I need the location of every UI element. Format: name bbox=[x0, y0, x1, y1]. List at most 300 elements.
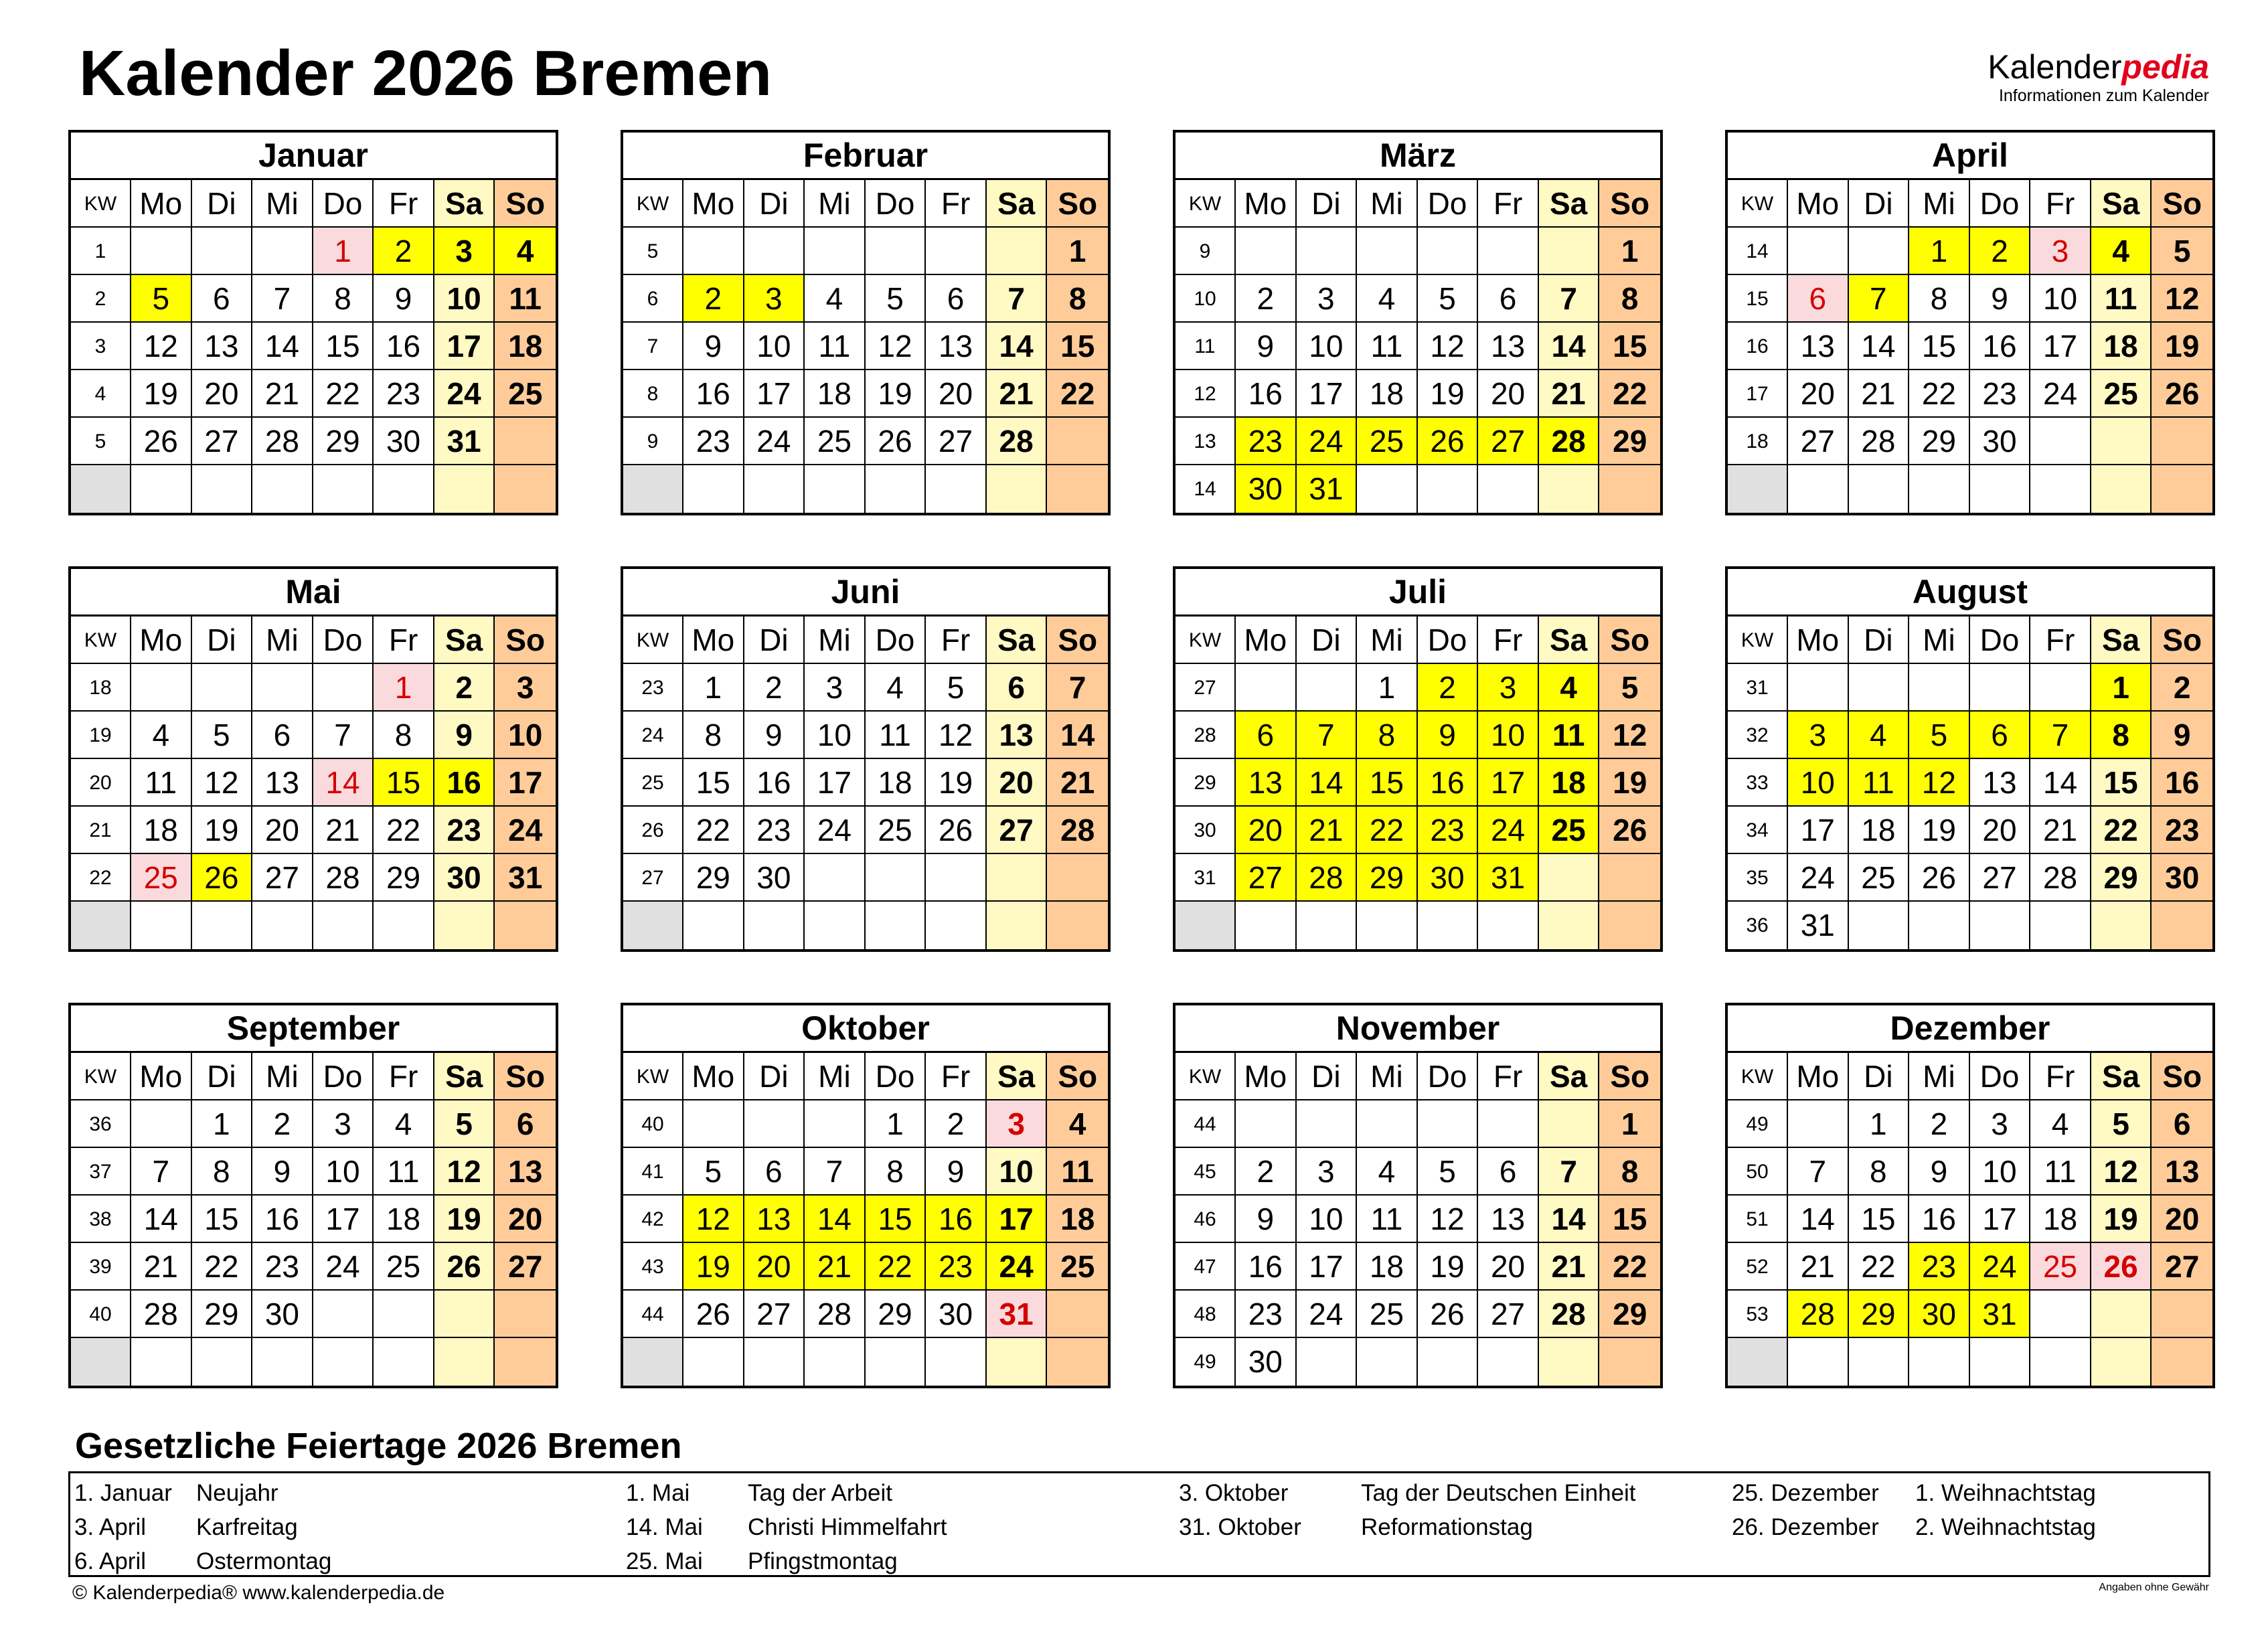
weekday-header: Sa bbox=[2091, 180, 2152, 228]
day-cell: 12 bbox=[1418, 1196, 1479, 1243]
day-cell bbox=[1297, 664, 1358, 712]
day-cell bbox=[1478, 465, 1539, 513]
week-number: 43 bbox=[623, 1243, 683, 1291]
day-cell bbox=[1418, 465, 1479, 513]
day-cell: 14 bbox=[2030, 759, 2091, 807]
weekday-header: Do bbox=[313, 180, 374, 228]
day-cell: 10 bbox=[313, 1148, 374, 1196]
week-number: 29 bbox=[1176, 759, 1236, 807]
day-cell bbox=[374, 1291, 434, 1338]
day-cell: 10 bbox=[1297, 1196, 1358, 1243]
day-cell: 7 bbox=[1539, 275, 1600, 323]
week-header: KW bbox=[1728, 616, 1788, 664]
weekday-header: Sa bbox=[2091, 616, 2152, 664]
day-cell: 29 bbox=[1599, 1291, 1660, 1338]
day-cell bbox=[744, 1100, 805, 1148]
weekday-header: Di bbox=[1849, 616, 1910, 664]
day-cell: 3 bbox=[313, 1100, 374, 1148]
day-cell: 6 bbox=[1236, 712, 1297, 759]
day-cell: 11 bbox=[1357, 323, 1418, 370]
weekday-header: Fr bbox=[374, 180, 434, 228]
day-cell: 28 bbox=[1539, 1291, 1600, 1338]
month-name: Juni bbox=[623, 569, 1108, 616]
day-cell bbox=[1297, 1338, 1358, 1386]
day-cell: 8 bbox=[1599, 1148, 1660, 1196]
month-name: April bbox=[1728, 133, 2212, 180]
week-number: 24 bbox=[623, 712, 683, 759]
day-cell: 28 bbox=[1047, 807, 1108, 854]
day-cell: 26 bbox=[1909, 854, 1970, 902]
day-cell bbox=[2030, 1291, 2091, 1338]
weekday-header: So bbox=[2152, 180, 2212, 228]
day-cell: 7 bbox=[1788, 1148, 1849, 1196]
day-cell: 23 bbox=[1970, 370, 2031, 418]
day-cell: 5 bbox=[1418, 1148, 1479, 1196]
weekday-header: Mi bbox=[1357, 616, 1418, 664]
day-cell: 27 bbox=[192, 418, 253, 465]
day-cell: 18 bbox=[1357, 1243, 1418, 1291]
month-name: Juli bbox=[1176, 569, 1660, 616]
day-cell bbox=[192, 228, 253, 275]
day-cell: 5 bbox=[926, 664, 987, 712]
weekday-header: Do bbox=[866, 616, 926, 664]
day-cell: 25 bbox=[495, 370, 556, 418]
weekday-header: Di bbox=[744, 180, 805, 228]
day-cell: 25 bbox=[1357, 1291, 1418, 1338]
day-cell: 20 bbox=[1478, 370, 1539, 418]
day-cell: 9 bbox=[926, 1148, 987, 1196]
day-cell bbox=[744, 902, 805, 949]
day-cell: 1 bbox=[374, 664, 434, 712]
weekday-header: Sa bbox=[987, 1053, 1048, 1100]
day-cell: 17 bbox=[1788, 807, 1849, 854]
day-cell: 10 bbox=[744, 323, 805, 370]
day-cell: 6 bbox=[495, 1100, 556, 1148]
day-cell: 22 bbox=[1599, 370, 1660, 418]
day-cell bbox=[495, 418, 556, 465]
day-cell bbox=[1909, 1338, 1970, 1386]
week-number: 4 bbox=[71, 370, 131, 418]
day-cell bbox=[495, 1291, 556, 1338]
week-header: KW bbox=[71, 180, 131, 228]
day-cell bbox=[926, 465, 987, 513]
day-cell: 15 bbox=[1849, 1196, 1910, 1243]
day-cell: 15 bbox=[192, 1196, 253, 1243]
day-cell: 12 bbox=[1599, 712, 1660, 759]
weekday-header: Mi bbox=[1357, 1053, 1418, 1100]
day-cell bbox=[192, 664, 253, 712]
day-cell: 23 bbox=[434, 807, 495, 854]
logo-accent-text: pedia bbox=[2121, 48, 2209, 86]
day-cell: 19 bbox=[1418, 1243, 1479, 1291]
day-cell: 20 bbox=[252, 807, 313, 854]
month-3 bbox=[1725, 130, 2215, 515]
weekday-header: Mo bbox=[1236, 1053, 1297, 1100]
week-header: KW bbox=[623, 180, 683, 228]
day-cell bbox=[252, 465, 313, 513]
day-cell: 30 bbox=[374, 418, 434, 465]
day-cell bbox=[131, 902, 192, 949]
weekday-header: Fr bbox=[926, 180, 987, 228]
weekday-header: Di bbox=[192, 616, 253, 664]
week-number: 5 bbox=[71, 418, 131, 465]
day-cell bbox=[1357, 1338, 1418, 1386]
week-number bbox=[71, 1338, 131, 1386]
day-cell: 13 bbox=[1478, 323, 1539, 370]
day-cell bbox=[2091, 418, 2152, 465]
weekday-header: So bbox=[2152, 1053, 2212, 1100]
holiday-date: 14. Mai bbox=[626, 1514, 703, 1540]
weekday-header: Mi bbox=[805, 180, 866, 228]
week-number: 22 bbox=[71, 854, 131, 902]
day-cell: 24 bbox=[434, 370, 495, 418]
day-cell: 30 bbox=[252, 1291, 313, 1338]
day-cell bbox=[1236, 1100, 1297, 1148]
week-number: 35 bbox=[1728, 854, 1788, 902]
day-cell bbox=[313, 1338, 374, 1386]
day-cell: 3 bbox=[1788, 712, 1849, 759]
day-cell bbox=[683, 1100, 744, 1148]
week-number: 37 bbox=[71, 1148, 131, 1196]
day-cell: 28 bbox=[1788, 1291, 1849, 1338]
holiday-title: Gesetzliche Feiertage 2026 Bremen bbox=[75, 1426, 682, 1466]
month-table bbox=[1728, 616, 2212, 949]
weekday-header: Fr bbox=[2030, 180, 2091, 228]
week-number: 26 bbox=[623, 807, 683, 854]
day-cell: 15 bbox=[1599, 1196, 1660, 1243]
day-cell bbox=[1236, 902, 1297, 949]
day-cell bbox=[1357, 465, 1418, 513]
day-cell: 5 bbox=[434, 1100, 495, 1148]
day-cell: 3 bbox=[1297, 1148, 1358, 1196]
day-cell: 30 bbox=[744, 854, 805, 902]
day-cell: 21 bbox=[1047, 759, 1108, 807]
day-cell bbox=[1047, 418, 1108, 465]
day-cell bbox=[1047, 854, 1108, 902]
day-cell: 1 bbox=[1909, 228, 1970, 275]
day-cell: 22 bbox=[866, 1243, 926, 1291]
week-number: 33 bbox=[1728, 759, 1788, 807]
day-cell: 7 bbox=[1047, 664, 1108, 712]
week-number bbox=[623, 902, 683, 949]
day-cell: 7 bbox=[313, 712, 374, 759]
day-cell: 10 bbox=[805, 712, 866, 759]
day-cell: 5 bbox=[2091, 1100, 2152, 1148]
month-7 bbox=[1725, 566, 2215, 952]
holiday-row bbox=[1179, 1476, 1714, 1510]
week-number: 25 bbox=[623, 759, 683, 807]
day-cell: 27 bbox=[987, 807, 1048, 854]
holiday-row bbox=[626, 1510, 1161, 1544]
day-cell: 5 bbox=[1909, 712, 1970, 759]
day-cell: 25 bbox=[866, 807, 926, 854]
weekday-header: Fr bbox=[926, 1053, 987, 1100]
day-cell bbox=[1478, 1100, 1539, 1148]
day-cell: 1 bbox=[1047, 228, 1108, 275]
day-cell bbox=[1418, 1338, 1479, 1386]
day-cell bbox=[374, 465, 434, 513]
day-cell: 23 bbox=[1236, 418, 1297, 465]
day-cell: 29 bbox=[866, 1291, 926, 1338]
holiday-row bbox=[626, 1544, 1161, 1578]
day-cell: 24 bbox=[1788, 854, 1849, 902]
day-cell: 23 bbox=[374, 370, 434, 418]
day-cell: 31 bbox=[434, 418, 495, 465]
holiday-column bbox=[626, 1476, 1161, 1578]
day-cell: 7 bbox=[2030, 712, 2091, 759]
weekday-header: Do bbox=[1418, 616, 1479, 664]
weekday-header: Mi bbox=[1909, 180, 1970, 228]
day-cell: 23 bbox=[1236, 1291, 1297, 1338]
day-cell: 23 bbox=[683, 418, 744, 465]
month-table bbox=[71, 616, 556, 949]
day-cell bbox=[1539, 1338, 1600, 1386]
weekday-header: Do bbox=[1970, 616, 2031, 664]
day-cell: 29 bbox=[313, 418, 374, 465]
day-cell: 13 bbox=[1478, 1196, 1539, 1243]
weekday-header: Fr bbox=[1478, 1053, 1539, 1100]
day-cell: 1 bbox=[313, 228, 374, 275]
week-number: 7 bbox=[623, 323, 683, 370]
day-cell: 11 bbox=[495, 275, 556, 323]
week-number: 48 bbox=[1176, 1291, 1236, 1338]
weekday-header: Sa bbox=[1539, 1053, 1600, 1100]
day-cell bbox=[1236, 664, 1297, 712]
day-cell bbox=[1788, 1100, 1849, 1148]
month-table bbox=[1728, 180, 2212, 513]
weekday-header: Do bbox=[1418, 1053, 1479, 1100]
day-cell: 26 bbox=[192, 854, 253, 902]
day-cell: 20 bbox=[192, 370, 253, 418]
day-cell bbox=[1539, 465, 1600, 513]
day-cell bbox=[1909, 664, 1970, 712]
weekday-header: So bbox=[495, 1053, 556, 1100]
day-cell bbox=[192, 902, 253, 949]
day-cell bbox=[866, 228, 926, 275]
day-cell: 20 bbox=[1236, 807, 1297, 854]
month-8 bbox=[68, 1003, 558, 1388]
day-cell bbox=[374, 1338, 434, 1386]
day-cell: 4 bbox=[1357, 275, 1418, 323]
weekday-header: Mo bbox=[683, 1053, 744, 1100]
day-cell bbox=[2091, 902, 2152, 949]
day-cell bbox=[866, 465, 926, 513]
month-name: August bbox=[1728, 569, 2212, 616]
month-10 bbox=[1173, 1003, 1663, 1388]
day-cell: 6 bbox=[252, 712, 313, 759]
week-number: 23 bbox=[623, 664, 683, 712]
holiday-name: Tag der Deutschen Einheit bbox=[1361, 1480, 1636, 1506]
weekday-header: Sa bbox=[1539, 616, 1600, 664]
weekday-header: Do bbox=[866, 1053, 926, 1100]
day-cell: 18 bbox=[374, 1196, 434, 1243]
holiday-date: 6. April bbox=[74, 1548, 146, 1574]
day-cell: 24 bbox=[2030, 370, 2091, 418]
day-cell: 16 bbox=[926, 1196, 987, 1243]
day-cell: 10 bbox=[1297, 323, 1358, 370]
day-cell: 27 bbox=[744, 1291, 805, 1338]
day-cell bbox=[1599, 1338, 1660, 1386]
day-cell: 10 bbox=[1970, 1148, 2031, 1196]
weekday-header: Sa bbox=[434, 180, 495, 228]
week-number: 21 bbox=[71, 807, 131, 854]
day-cell: 6 bbox=[1788, 275, 1849, 323]
holiday-name: Neujahr bbox=[196, 1480, 278, 1506]
day-cell: 27 bbox=[2152, 1243, 2212, 1291]
day-cell bbox=[1418, 902, 1479, 949]
day-cell: 7 bbox=[131, 1148, 192, 1196]
weekday-header: Sa bbox=[1539, 180, 1600, 228]
weekday-header: Sa bbox=[987, 180, 1048, 228]
month-name: Januar bbox=[71, 133, 556, 180]
week-number: 44 bbox=[623, 1291, 683, 1338]
weekday-header: Di bbox=[192, 180, 253, 228]
day-cell: 9 bbox=[374, 275, 434, 323]
day-cell: 3 bbox=[2030, 228, 2091, 275]
week-number: 36 bbox=[1728, 902, 1788, 949]
month-table bbox=[71, 1053, 556, 1386]
day-cell: 18 bbox=[1047, 1196, 1108, 1243]
day-cell: 24 bbox=[1297, 1291, 1358, 1338]
weekday-header: Mo bbox=[683, 616, 744, 664]
day-cell bbox=[434, 1291, 495, 1338]
day-cell bbox=[252, 228, 313, 275]
day-cell: 16 bbox=[252, 1196, 313, 1243]
day-cell: 17 bbox=[495, 759, 556, 807]
day-cell bbox=[252, 664, 313, 712]
month-table bbox=[623, 180, 1108, 513]
day-cell: 17 bbox=[1478, 759, 1539, 807]
day-cell bbox=[1849, 465, 1910, 513]
day-cell: 29 bbox=[2091, 854, 2152, 902]
week-number bbox=[71, 465, 131, 513]
day-cell: 26 bbox=[131, 418, 192, 465]
day-cell: 4 bbox=[1539, 664, 1600, 712]
day-cell: 12 bbox=[2091, 1148, 2152, 1196]
weekday-header: Fr bbox=[374, 616, 434, 664]
week-header: KW bbox=[1176, 616, 1236, 664]
copyright-footer: © Kalenderpedia® www.kalenderpedia.de bbox=[72, 1582, 445, 1604]
week-number: 9 bbox=[1176, 228, 1236, 275]
day-cell: 14 bbox=[1849, 323, 1910, 370]
day-cell bbox=[1478, 902, 1539, 949]
month-11 bbox=[1725, 1003, 2215, 1388]
day-cell bbox=[434, 1338, 495, 1386]
day-cell: 12 bbox=[866, 323, 926, 370]
weekday-header: Do bbox=[866, 180, 926, 228]
day-cell: 23 bbox=[926, 1243, 987, 1291]
month-name: Februar bbox=[623, 133, 1108, 180]
holiday-name: Ostermontag bbox=[196, 1548, 332, 1574]
day-cell: 9 bbox=[1236, 323, 1297, 370]
day-cell: 2 bbox=[2152, 664, 2212, 712]
day-cell: 20 bbox=[1478, 1243, 1539, 1291]
day-cell bbox=[866, 854, 926, 902]
logo-subtitle: Informationen zum Kalender bbox=[1998, 86, 2209, 105]
day-cell bbox=[131, 1338, 192, 1386]
day-cell: 3 bbox=[805, 664, 866, 712]
week-header: KW bbox=[1176, 1053, 1236, 1100]
day-cell: 29 bbox=[1909, 418, 1970, 465]
day-cell: 16 bbox=[1236, 1243, 1297, 1291]
week-number: 3 bbox=[71, 323, 131, 370]
day-cell: 16 bbox=[1418, 759, 1479, 807]
day-cell bbox=[805, 1100, 866, 1148]
month-name: September bbox=[71, 1005, 556, 1053]
day-cell bbox=[683, 902, 744, 949]
day-cell: 4 bbox=[805, 275, 866, 323]
day-cell: 30 bbox=[434, 854, 495, 902]
day-cell: 4 bbox=[1849, 712, 1910, 759]
day-cell: 13 bbox=[1788, 323, 1849, 370]
day-cell: 24 bbox=[1478, 807, 1539, 854]
day-cell: 22 bbox=[374, 807, 434, 854]
holiday-row bbox=[1732, 1510, 2267, 1544]
day-cell: 27 bbox=[926, 418, 987, 465]
week-number: 31 bbox=[1176, 854, 1236, 902]
week-number: 49 bbox=[1728, 1100, 1788, 1148]
day-cell: 4 bbox=[2030, 1100, 2091, 1148]
day-cell: 22 bbox=[192, 1243, 253, 1291]
day-cell: 9 bbox=[1236, 1196, 1297, 1243]
day-cell: 14 bbox=[1539, 1196, 1600, 1243]
day-cell: 27 bbox=[1478, 1291, 1539, 1338]
day-cell: 12 bbox=[131, 323, 192, 370]
day-cell bbox=[866, 902, 926, 949]
day-cell bbox=[2091, 465, 2152, 513]
holiday-date: 1. Mai bbox=[626, 1480, 690, 1506]
day-cell: 5 bbox=[1418, 275, 1479, 323]
weekday-header: So bbox=[2152, 616, 2212, 664]
day-cell: 25 bbox=[1357, 418, 1418, 465]
weekday-header: So bbox=[495, 180, 556, 228]
week-number: 46 bbox=[1176, 1196, 1236, 1243]
month-table bbox=[623, 1053, 1108, 1386]
day-cell: 8 bbox=[866, 1148, 926, 1196]
day-cell: 24 bbox=[744, 418, 805, 465]
week-number: 27 bbox=[623, 854, 683, 902]
day-cell: 27 bbox=[1788, 418, 1849, 465]
day-cell: 8 bbox=[1909, 275, 1970, 323]
day-cell: 6 bbox=[192, 275, 253, 323]
week-number bbox=[1728, 1338, 1788, 1386]
weekday-header: Di bbox=[1297, 616, 1358, 664]
day-cell bbox=[2030, 664, 2091, 712]
day-cell: 23 bbox=[744, 807, 805, 854]
day-cell: 30 bbox=[1418, 854, 1479, 902]
day-cell: 20 bbox=[495, 1196, 556, 1243]
day-cell bbox=[374, 902, 434, 949]
day-cell: 1 bbox=[192, 1100, 253, 1148]
day-cell: 25 bbox=[131, 854, 192, 902]
day-cell: 7 bbox=[1539, 1148, 1600, 1196]
day-cell: 23 bbox=[1909, 1243, 1970, 1291]
day-cell: 10 bbox=[495, 712, 556, 759]
weekday-header: Mo bbox=[683, 180, 744, 228]
day-cell bbox=[1539, 902, 1600, 949]
weekday-header: Di bbox=[744, 1053, 805, 1100]
day-cell: 26 bbox=[434, 1243, 495, 1291]
day-cell bbox=[987, 854, 1048, 902]
week-number bbox=[623, 465, 683, 513]
day-cell: 15 bbox=[374, 759, 434, 807]
day-cell: 7 bbox=[805, 1148, 866, 1196]
weekday-header: So bbox=[1047, 1053, 1108, 1100]
day-cell bbox=[1357, 902, 1418, 949]
day-cell: 26 bbox=[1418, 418, 1479, 465]
week-number: 40 bbox=[623, 1100, 683, 1148]
day-cell: 25 bbox=[374, 1243, 434, 1291]
